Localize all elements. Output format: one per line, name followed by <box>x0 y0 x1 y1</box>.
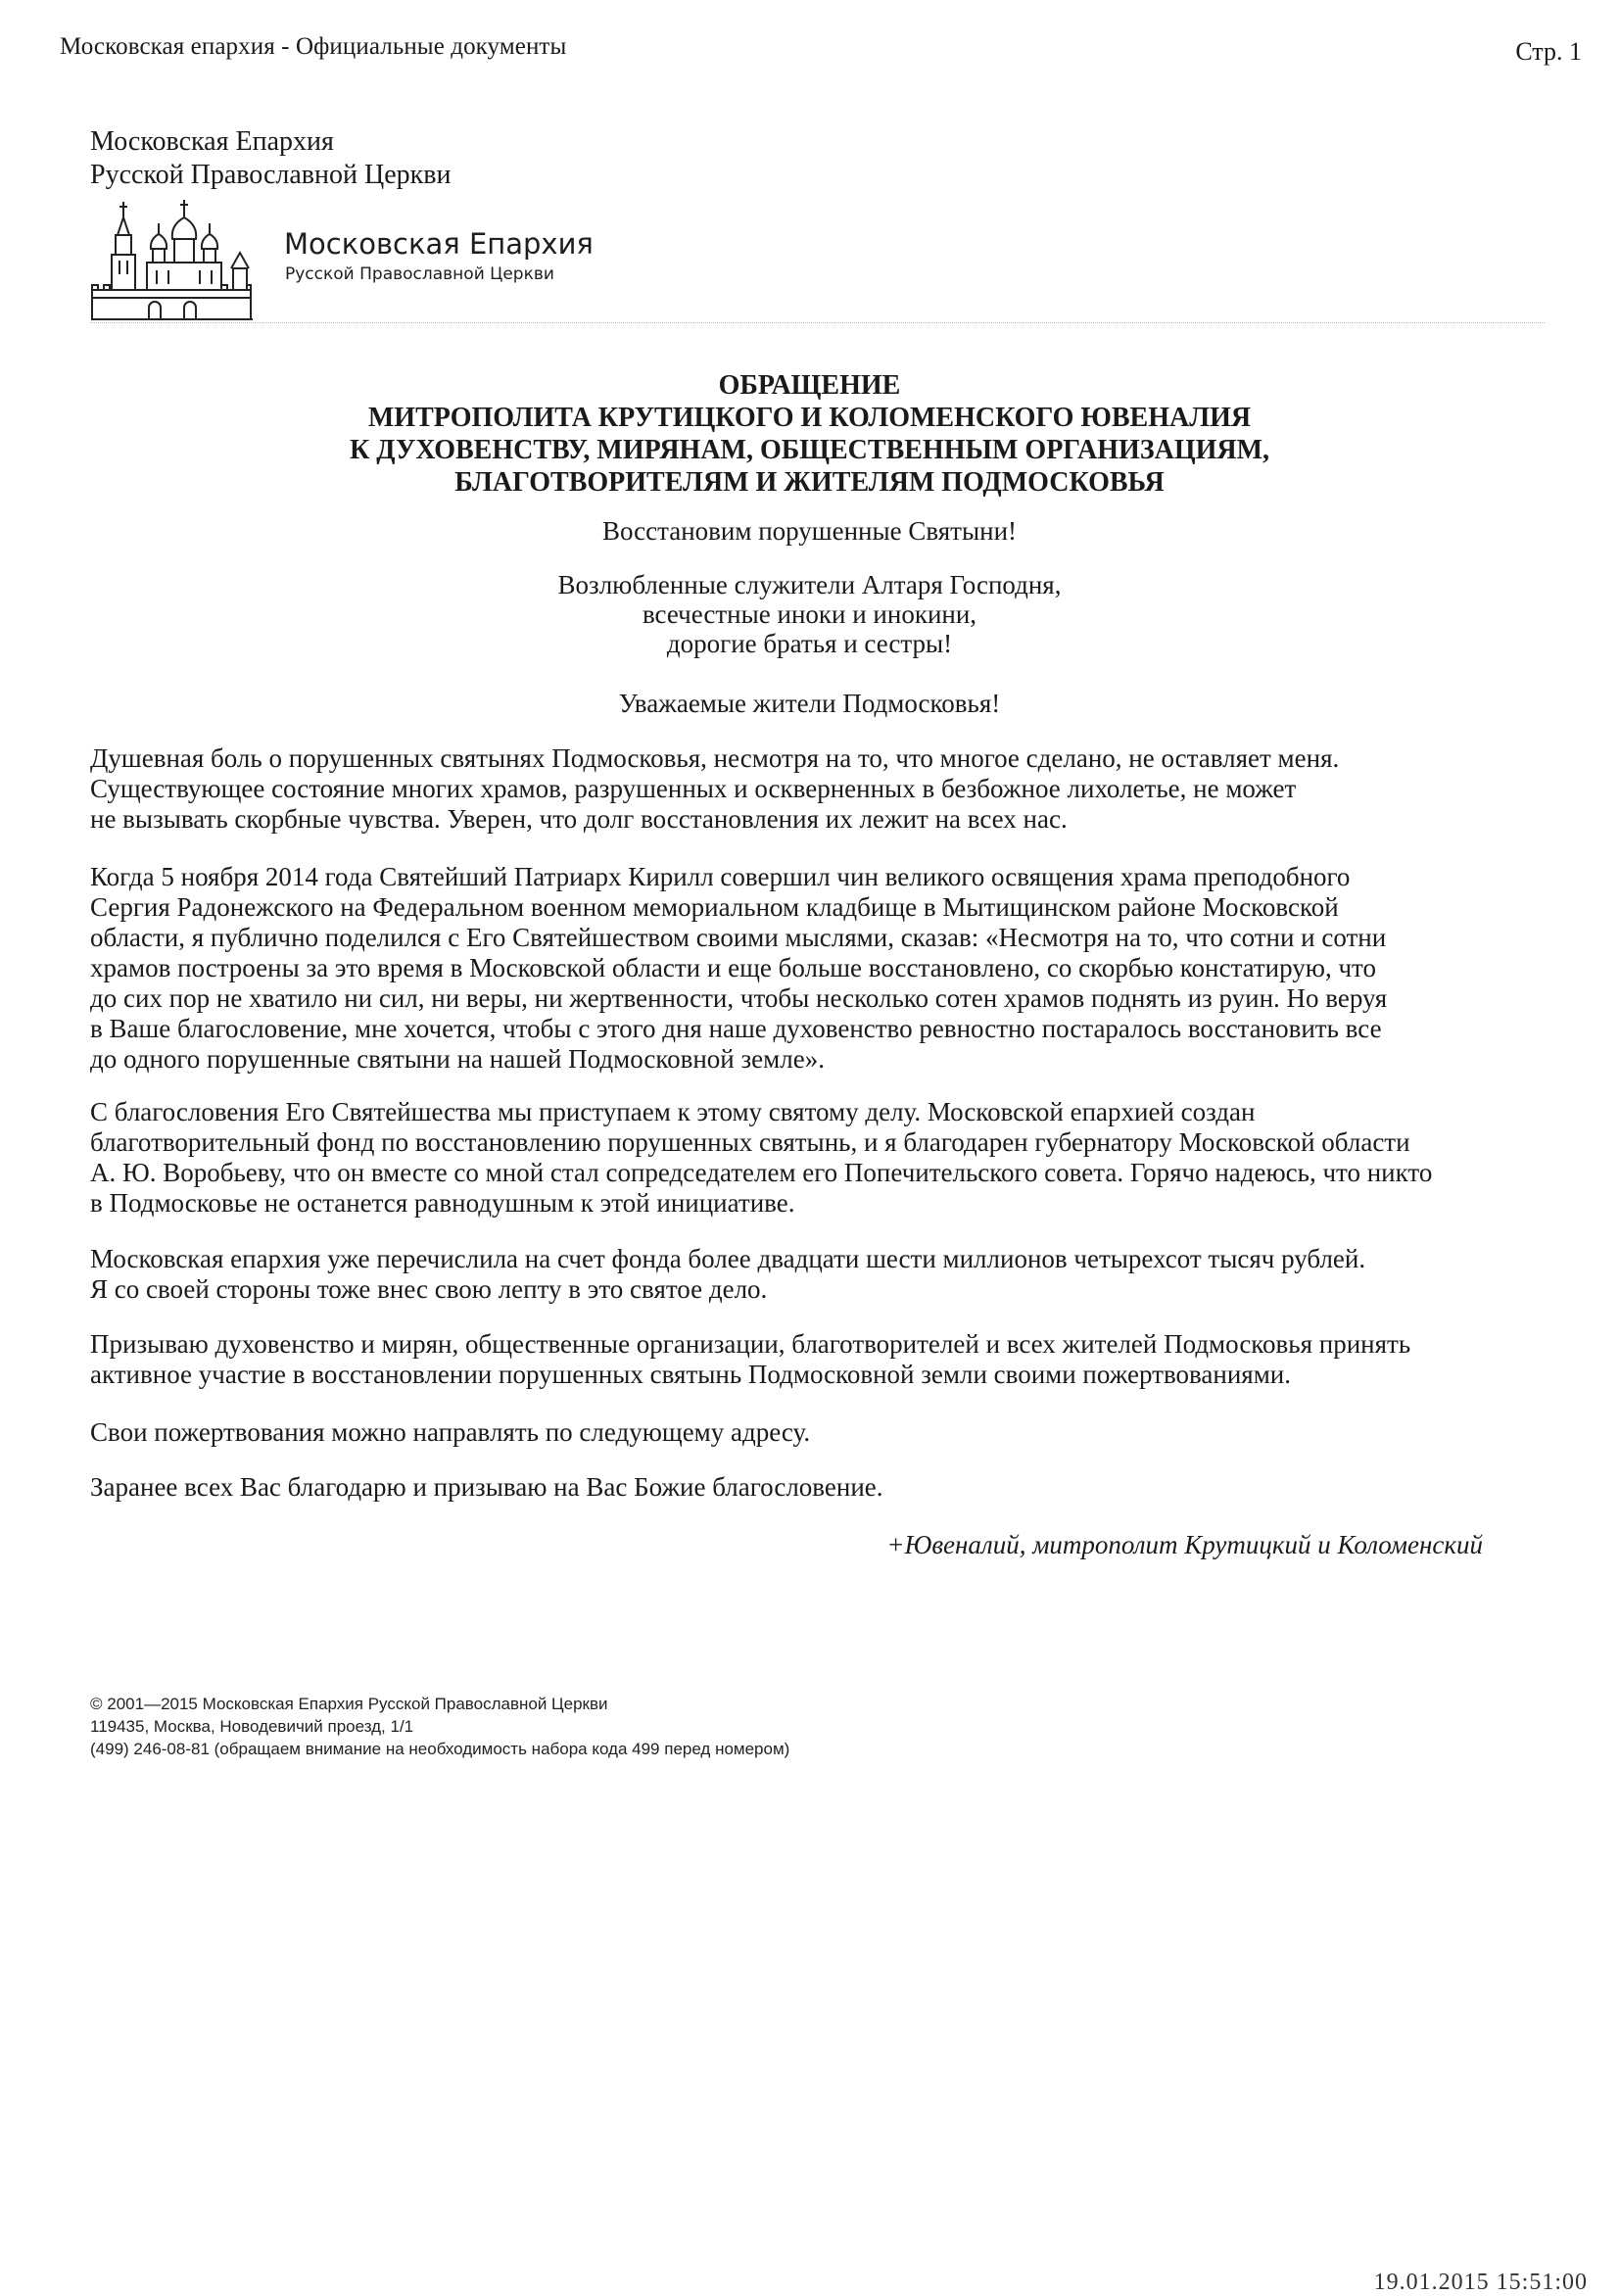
paragraph-line: Существующее состояние многих храмов, разрушенных и оскверненных в безбожное лихолетье, не может <box>90 774 1297 803</box>
paragraph-6 <box>90 1417 1569 1448</box>
greeting-residents: Уважаемые жители Подмосковья! <box>618 689 1001 718</box>
paragraph-line: Московская епархия уже перечислила на счет фонда более двадцати шести миллионов четырехсот тысяч рублей. <box>90 1244 1366 1273</box>
greeting-line: Возлюбленные служители Алтаря Господня, <box>557 570 1062 599</box>
signature: +Ювеналий, митрополит Крутицкий и Коломенский <box>886 1530 1483 1559</box>
paragraph-line: Когда 5 ноября 2014 года Святейший Патриарх Кирилл совершил чин великого освящения храма преподобного <box>90 862 1351 891</box>
paragraph-line: Свои пожертвования можно направлять по следующему адресу. <box>90 1417 811 1447</box>
footer-phone: (499) 246-08-81 (обращаем внимание на необходимость набора кода 499 перед номером) <box>90 1740 790 1758</box>
paragraph-1 <box>90 743 1569 835</box>
footer <box>90 1693 789 1760</box>
paragraph-line: Заранее всех Вас благодарю и призываю на Вас Божие благословение. <box>90 1472 883 1502</box>
cathedral-logo-icon <box>90 196 255 323</box>
paragraph-line: храмов построены за это время в Московской области и еще больше восстановлено, со скорбью констатирую, что <box>90 953 1376 982</box>
paragraph-line: А. Ю. Воробьеву, что он вместе со мной стал сопредседателем его Попечительского совета. Горячо надеюсь, что никто <box>90 1158 1433 1187</box>
organization-name-line2: Русской Православной Церкви <box>90 160 452 190</box>
footer-copyright: © 2001—2015 Московская Епархия Русской Православной Церкви <box>90 1695 608 1713</box>
paragraph-7 <box>90 1472 1569 1503</box>
paragraph-line: Душевная боль о порушенных святынях Подмосковья, несмотря на то, что многое сделано, не оставляет меня. <box>90 743 1340 773</box>
greeting <box>0 570 1619 658</box>
page-number: Стр. 1 <box>1515 37 1582 66</box>
title-line: К ДУХОВЕНСТВУ, МИРЯНАМ, ОБЩЕСТВЕННЫМ ОРГАНИЗАЦИЯМ, <box>349 435 1270 465</box>
paragraph-4 <box>90 1244 1569 1305</box>
title-line: БЛАГОТВОРИТЕЛЯМ И ЖИТЕЛЯМ ПОДМОСКОВЬЯ <box>454 467 1165 498</box>
document-title <box>0 369 1619 499</box>
paragraph-line: активное участие в восстановлении порушенных святынь Подмосковной земли своими пожертвованиями. <box>90 1360 1291 1389</box>
paragraph-line: благотворительный фонд по восстановлению порушенных святынь, и я благодарен губернатору Московской области <box>90 1127 1410 1157</box>
print-timestamp: 19.01.2015 15:51:00 <box>1373 2270 1588 2295</box>
paragraph-line: до одного порушенные святыни на нашей Подмосковной земле». <box>90 1044 825 1074</box>
organization-name <box>90 125 451 192</box>
paragraph-line: в Ваше благословение, мне хочется, чтобы с этого дня наше духовенство ревностно постаралось восстановить все <box>90 1014 1382 1043</box>
logo-title: Московская Епархия <box>284 227 594 261</box>
paragraph-5 <box>90 1329 1569 1390</box>
slogan: Восстановим порушенные Святыни! <box>601 516 1018 546</box>
paragraph-line: Я со своей стороны тоже внес свою лепту в это святое дело. <box>90 1274 768 1304</box>
paragraph-line: Призываю духовенство и мирян, общественные организации, благотворителей и всех жителей Подмосковья принять <box>90 1329 1411 1359</box>
header-divider <box>90 322 1545 323</box>
paragraph-line: не вызывать скорбные чувства. Уверен, что долг восстановления их лежит на всех нас. <box>90 804 1068 834</box>
paragraph-2 <box>90 862 1569 1075</box>
logo-subtitle: Русской Православной Церкви <box>285 264 554 284</box>
title-line: МИТРОПОЛИТА КРУТИЦКОГО И КОЛОМЕНСКОГО ЮВЕНАЛИЯ <box>367 403 1252 433</box>
diocese-logo <box>90 196 594 323</box>
title-line: ОБРАЩЕНИЕ <box>718 370 901 401</box>
print-header-title: Московская епархия - Официальные документы <box>60 33 567 60</box>
paragraph-line: Сергия Радонежского на Федеральном военном мемориальном кладбище в Мытищинском районе Московской <box>90 892 1339 922</box>
paragraph-line: до сих пор не хватило ни сил, ни веры, ни жертвенности, чтобы несколько сотен храмов поднять из руин. Но веруя <box>90 983 1388 1013</box>
paragraph-line: области, я публично поделился с Его Святейшеством своими мыслями, сказав: «Несмотря на то, что сотни и сотни <box>90 923 1387 952</box>
footer-address: 119435, Москва, Новодевичий проезд, 1/1 <box>90 1717 414 1736</box>
greeting-line: всечестные иноки и инокини, <box>642 599 977 629</box>
paragraph-3 <box>90 1097 1569 1219</box>
paragraph-line: С благословения Его Святейшества мы приступаем к этому святому делу. Московской епархией создан <box>90 1097 1256 1126</box>
organization-name-line1: Московская Епархия <box>90 126 334 157</box>
greeting-line: дорогие братья и сестры! <box>666 629 953 658</box>
paragraph-line: в Подмосковье не останется равнодушным к этой инициативе. <box>90 1188 795 1218</box>
